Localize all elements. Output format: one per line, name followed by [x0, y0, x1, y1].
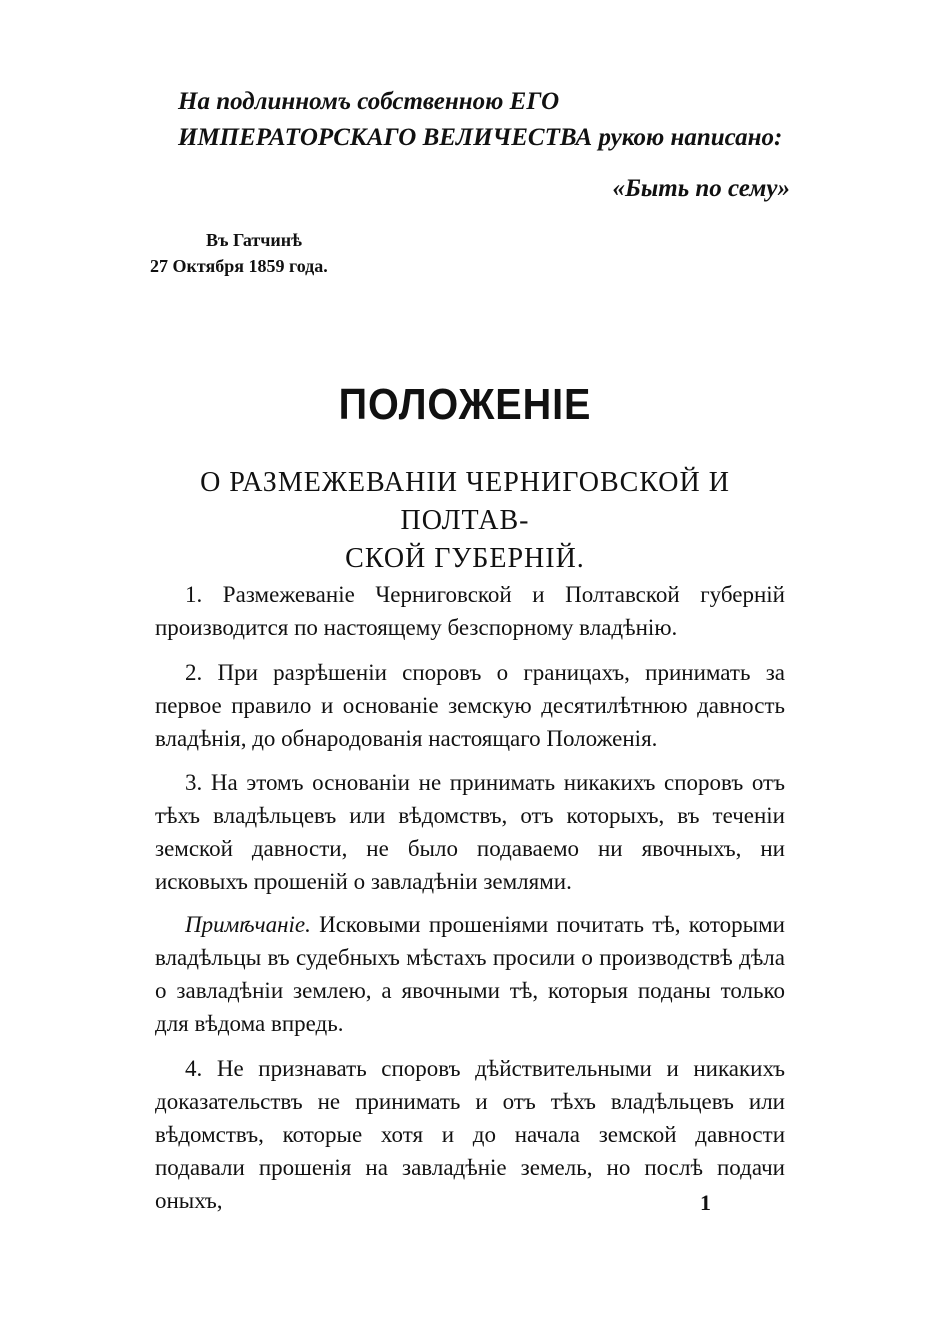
subtitle-line-2: СКОЙ ГУБЕРНІЙ. — [345, 543, 585, 574]
place-and-date — [150, 227, 410, 279]
page-number: 1 — [700, 1190, 711, 1215]
paragraph-1: 1. Размежеваніе Черниговской и Полтавской губерній производится по настоящему безспорному владѣнію. — [155, 582, 785, 640]
date-line: 27 Октября 1859 года. — [150, 256, 328, 276]
imperial-headnote: На подлинномъ собственною ЕГО ИМПЕРАТОРСКАГО ВЕЛИЧЕСТВА рукою написано: — [178, 88, 783, 151]
subtitle-line-1: О РАЗМЕЖЕВАНІИ ЧЕРНИГОВСКОЙ И ПОЛТАВ- — [200, 467, 730, 536]
imperial-approval: «Быть по сему» — [612, 175, 790, 202]
note-label: Примѣчаніе. — [185, 912, 311, 937]
paragraph-3: 3. На этомъ основаніи не принимать никакихъ споровъ отъ тѣхъ владѣльцевъ или вѣдомствъ, отъ которыхъ, въ теченіи земской давности, не было подаваемо ни явочныхъ, ни исковыхъ прошеній о завладѣніи землями. — [155, 770, 785, 894]
paragraph-4: 4. Не признавать споровъ дѣйствительными и никакихъ доказательствъ не принимать и отъ тѣхъ владѣльцевъ или вѣдомствъ, которые хотя и до начала земской давности подавали прошенія на завладѣніе земель, но послѣ подачи оныхъ, — [155, 1056, 785, 1213]
place-line: Въ Гатчинѣ — [206, 230, 302, 250]
document-subtitle — [150, 464, 780, 578]
note-text: Исковыми прошеніями почитать тѣ, которыми владѣльцы въ судебныхъ мѣстахъ просили о производствѣ дѣла о завладѣніи землею, а явочными тѣ, которыя поданы только для вѣдома впредь. — [155, 912, 785, 1036]
document-title: ПОЛОЖЕНІЕ — [338, 380, 592, 429]
paragraph-2: 2. При разрѣшеніи споровъ о границахъ, принимать за первое правило и основаніе земскую десятилѣтнюю давность владѣнія, до обнародованія настоящаго Положенія. — [155, 660, 785, 751]
note-paragraph — [155, 908, 785, 1040]
